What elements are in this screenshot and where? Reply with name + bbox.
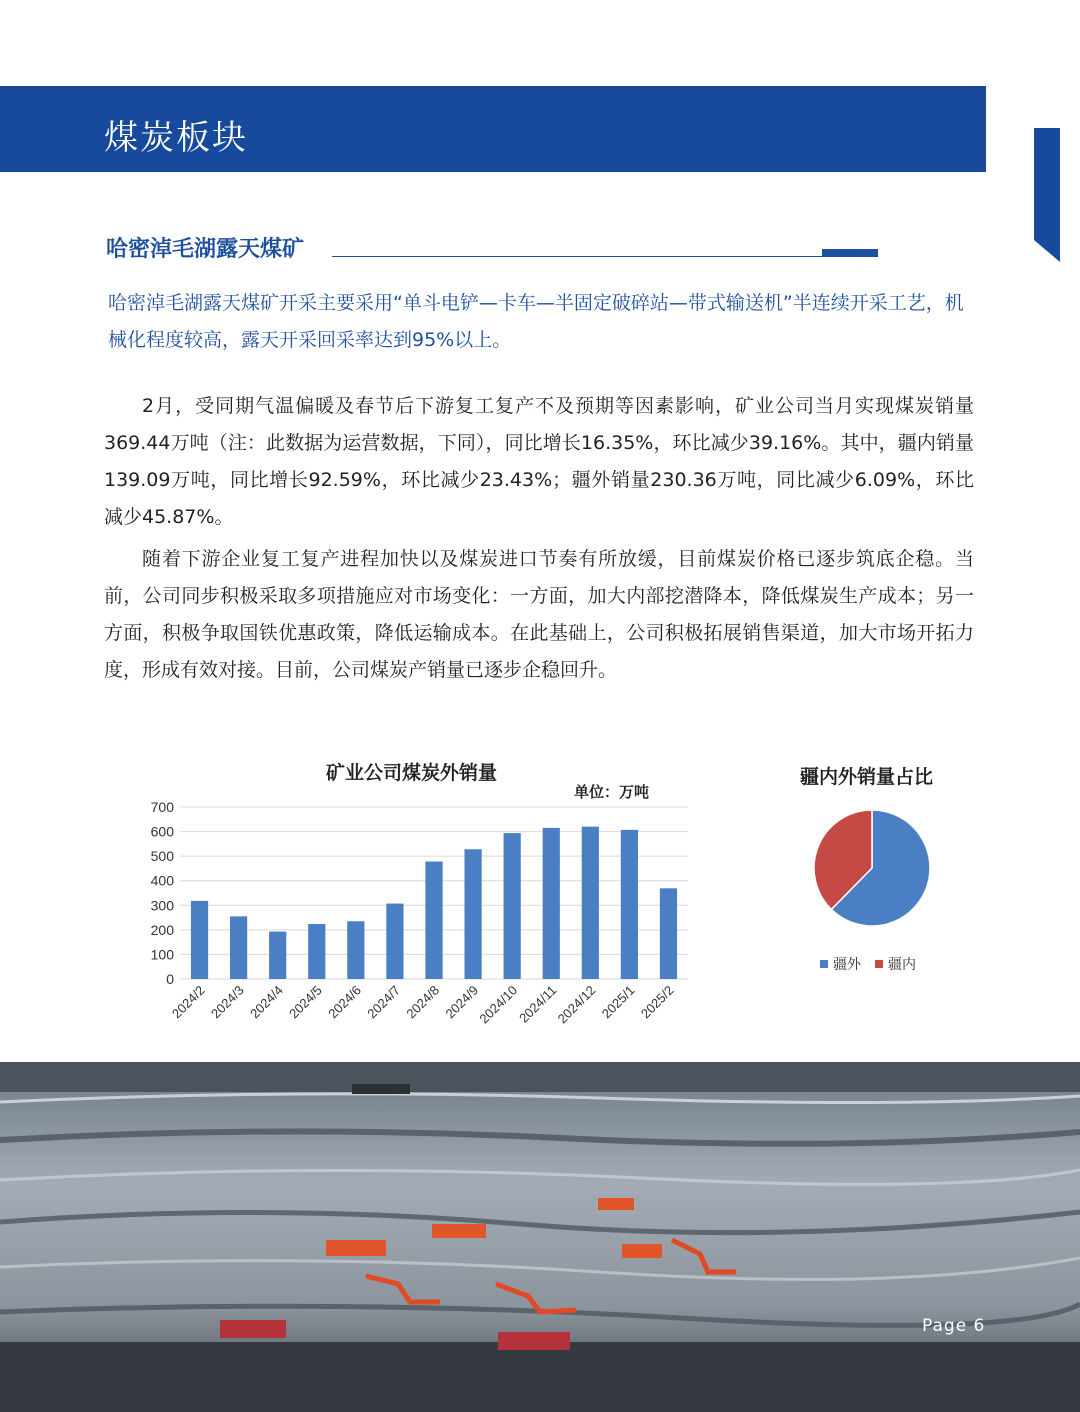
x-tick-label: 2024/9 (442, 982, 482, 1022)
x-tick-label: 2024/11 (516, 982, 560, 1026)
y-tick-label: 500 (150, 848, 174, 865)
bar (308, 924, 325, 979)
mine-title: 哈密淖毛湖露天煤矿 (106, 237, 305, 262)
y-tick-label: 0 (166, 971, 174, 987)
paragraph-measures: 随着下游企业复工复产进程加快以及煤炭进口节奏有所放缓，目前煤炭价格已逐步筑底企稳。当前，公司同步积极采取多项措施应对市场变化：一方面，加大内部挖潜降本，降低煤炭生产成本；另一方面，积极争取国铁优惠政策，降低运输成本。在此基础上，公司积极拓展销售渠道，加大市场开拓力度，形成有效对接。目前，公司煤炭产销量已逐步企稳回升。 (104, 548, 974, 681)
legend-swatch-inner (875, 960, 883, 968)
legend-label-inner: 疆内 (888, 957, 916, 973)
bar-chart (130, 795, 700, 1050)
x-tick-label: 2025/1 (598, 982, 638, 1022)
y-tick-label: 300 (150, 897, 174, 914)
bar (582, 827, 599, 979)
bar (660, 888, 677, 979)
open-pit-mine-photo (0, 1062, 1080, 1412)
x-tick-label: 2024/6 (325, 982, 364, 1022)
bar (621, 830, 638, 979)
x-tick-label: 2024/4 (247, 982, 286, 1022)
legend-swatch-outer (820, 960, 828, 968)
x-tick-label: 2024/3 (208, 982, 247, 1022)
title-underline (332, 256, 878, 257)
title-underline-accent (822, 249, 878, 256)
bar (230, 916, 247, 979)
intro-text: 哈密淖毛湖露天煤矿开采主要采用“单斗电铲—卡车—半固定破碎站—带式输送机”半连续开采工艺，机械化程度较高，露天开采回采率达到95%以上。 (108, 292, 964, 351)
y-tick-label: 100 (150, 946, 174, 963)
pie-chart (800, 800, 950, 940)
y-tick-label: 400 (150, 872, 174, 889)
x-tick-label: 2024/7 (364, 982, 404, 1022)
legend-label-outer: 疆外 (833, 957, 861, 973)
bar (269, 932, 286, 979)
bar (464, 849, 481, 979)
bar-chart-title: 矿业公司煤炭外销量 (326, 762, 498, 784)
section-title: 煤炭板块 (104, 118, 248, 158)
x-tick-label: 2024/12 (554, 982, 599, 1027)
y-tick-label: 700 (150, 799, 174, 815)
pie-legend (820, 954, 916, 974)
pie-chart-title: 疆内外销量占比 (800, 766, 934, 788)
x-tick-label: 2024/10 (476, 982, 521, 1027)
side-tab-decoration (1034, 128, 1060, 262)
x-tick-label: 2025/2 (637, 982, 677, 1022)
bar (347, 921, 364, 979)
bar (543, 828, 560, 979)
y-tick-label: 200 (150, 921, 174, 938)
x-tick-label: 2024/5 (286, 982, 325, 1022)
paragraph-sales: 2月，受同期气温偏暖及春节后下游复工复产不及预期等因素影响，矿业公司当月实现煤炭销量369.44万吨（注：此数据为运营数据，下同），同比增长16.35%，环比减少39.16%。其中，疆内销量139.09万吨，同比增长92.59%，环比减少23.43%；疆外销量230.36万吨，同比减少6.09%，环比减少45.87%。 (104, 395, 974, 528)
bar (425, 862, 442, 979)
legend-item-outer (820, 954, 861, 974)
bar (191, 901, 208, 979)
x-tick-label: 2024/8 (403, 982, 443, 1022)
legend-item-inner (875, 954, 916, 974)
x-tick-label: 2024/2 (168, 982, 208, 1022)
bar (386, 904, 403, 979)
bar (504, 833, 521, 979)
page-number: Page 6 (922, 1316, 986, 1336)
bar-chart-unit: 单位：万吨 (574, 783, 650, 801)
y-tick-label: 600 (150, 823, 174, 840)
